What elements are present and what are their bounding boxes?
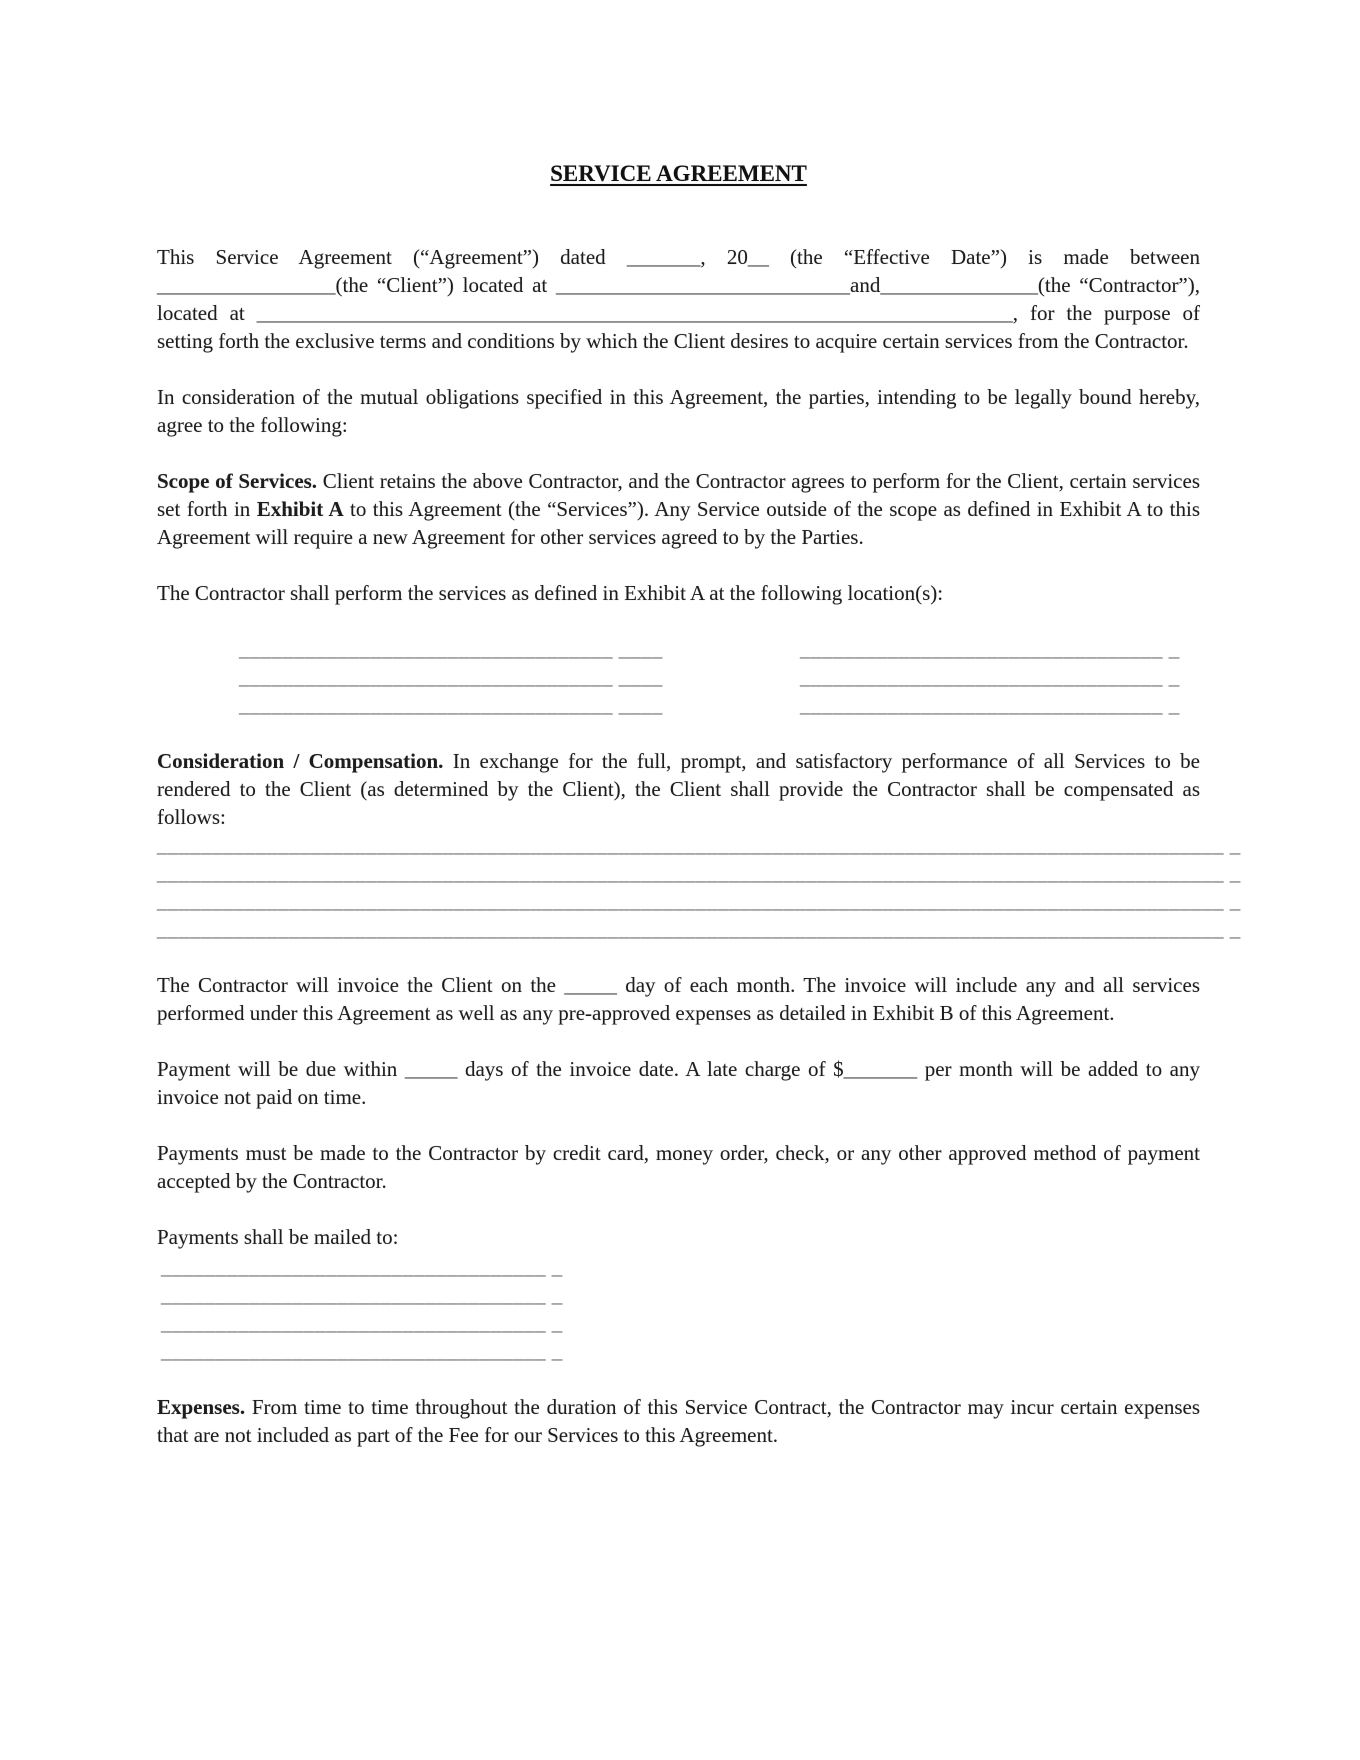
mailing-blank-line-3: ___________________________________ _ [161, 1311, 563, 1335]
invoice-text-1: The Contractor will invoice the Client on the [157, 973, 565, 997]
document-title: SERVICE AGREEMENT [550, 161, 807, 186]
invoice-text-2: day of each month. The invoice will include any and all services performed under this Agreement as well as any pre-approved expenses as detailed in Exhibit B of this Agreement. [157, 973, 1200, 1025]
scope-text-2: to this Agreement (the “Services”). Any Service outside of the scope as defined in Exhibit A to this Agreement will require a new Agreement for other services agreed to by the Parties. [157, 497, 1201, 549]
mailing-address-blank-lines [157, 1253, 1200, 1365]
compensation-blank-line-1: _________________________________________________________________________________________________ _ [157, 833, 1241, 857]
payment-due-text-1: Payment will be due within [157, 1057, 405, 1081]
blank-contractor-address: ________________________________________________________________________ [256, 301, 1013, 325]
expenses-paragraph [157, 1393, 1200, 1449]
expenses-text-1: From time to time throughout the duration of this Service Contract, the Contractor may incur certain expenses that are not included as part of the Fee for our Services to this Agreement. [157, 1395, 1200, 1447]
blank-contractor-name: _______________ [880, 273, 1038, 297]
blank-late-charge: _______ [843, 1057, 918, 1081]
blank-year: __ [747, 245, 769, 269]
consideration-clause-paragraph: In consideration of the mutual obligations specified in this Agreement, the parties, intending to be legally bound hereby, agree to the following: [157, 385, 1200, 437]
intro-text-3: (the “Effective Date”) is made between [768, 245, 1200, 269]
blank-client-name: _________________ [157, 273, 336, 297]
intro-text-6: (the “Contractor”), located at [157, 273, 1200, 325]
compensation-heading: Consideration / Compensation. [157, 749, 444, 773]
intro-text-2: , 20 [700, 245, 748, 269]
intro-text-5: and [850, 273, 881, 297]
location-blank-left-2: __________________________________ ____ [239, 665, 663, 689]
intro-text-7: , for the purpose of setting forth the exclusive terms and conditions by which the Client desires to acquire certain services from the Contractor. [157, 301, 1200, 353]
invoice-paragraph [157, 971, 1200, 1027]
document-content [157, 160, 1241, 1449]
intro-text-4: (the “Client”) located at [335, 273, 557, 297]
mailing-blank-line-4: ___________________________________ _ [161, 1339, 563, 1363]
payment-methods-paragraph: Payments must be made to the Contractor by credit card, money order, check, or any other approved method of payment accepted by the Contractor. [157, 1141, 1200, 1193]
locations-intro-paragraph: The Contractor shall perform the services as defined in Exhibit A at the following location(s): [157, 581, 944, 605]
intro-paragraph [157, 243, 1200, 355]
mailing-intro-paragraph: Payments shall be mailed to: [157, 1225, 399, 1249]
payment-due-text-3: per month will be added to any invoice not paid on time. [157, 1057, 1200, 1109]
expenses-heading: Expenses. [157, 1395, 246, 1419]
compensation-text-1: In exchange for the full, prompt, and satisfactory performance of all Services to be rendered to the Client (as determined by the Client), the Client shall provide the Contractor shall be compensated as follows: [157, 749, 1200, 829]
blank-effective-date: _______ [626, 245, 701, 269]
mailing-blank-line-1: ___________________________________ _ [161, 1255, 563, 1279]
scope-text-1: Client retains the above Contractor, and the Contractor agrees to perform for the Client, certain services set forth in [157, 469, 1200, 521]
location-blank-left-1: __________________________________ ____ [239, 637, 663, 661]
location-blank-right-1: _________________________________ _ [800, 637, 1180, 661]
location-blank-left-3: __________________________________ ____ [239, 693, 663, 717]
compensation-blank-lines [157, 831, 1241, 943]
location-row-3 [157, 691, 1200, 719]
location-blank-lines [157, 635, 1200, 719]
compensation-blank-line-3: _________________________________________________________________________________________________ _ [157, 889, 1241, 913]
compensation-paragraph [157, 747, 1200, 831]
exhibit-a-reference: Exhibit A [256, 497, 344, 521]
blank-due-days: _____ [404, 1057, 458, 1081]
scope-heading: Scope of Services. [157, 469, 318, 493]
location-blank-right-2: _________________________________ _ [800, 665, 1180, 689]
location-row-1 [157, 635, 1200, 663]
blank-client-address: ____________________________ [556, 273, 851, 297]
location-blank-right-3: _________________________________ _ [800, 693, 1180, 717]
blank-invoice-day: _____ [564, 973, 617, 997]
intro-text-1: This Service Agreement (“Agreement”) dated [157, 245, 627, 269]
payment-due-paragraph [157, 1055, 1200, 1111]
compensation-blank-line-2: _________________________________________________________________________________________________ _ [157, 861, 1241, 885]
compensation-blank-line-4: _________________________________________________________________________________________________ _ [157, 917, 1241, 941]
payment-due-text-2: days of the invoice date. A late charge of $ [457, 1057, 844, 1081]
mailing-blank-line-2: ___________________________________ _ [161, 1283, 563, 1307]
location-row-2 [157, 663, 1200, 691]
scope-of-services-paragraph [157, 467, 1200, 551]
